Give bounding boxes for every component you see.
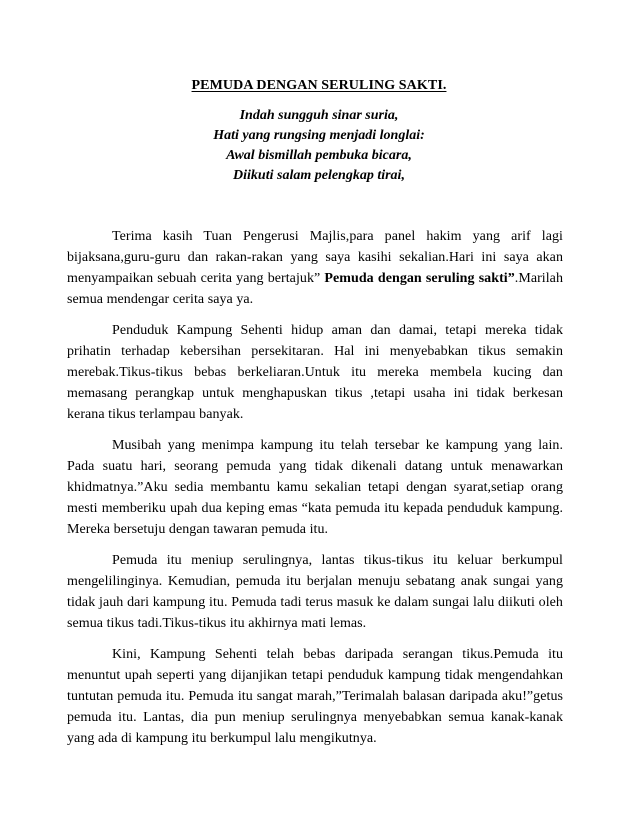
paragraph-village: Penduduk Kampung Sehenti hidup aman dan damai, tetapi mereka tidak prihatin terhadap kebersihan persekitaran. Hal ini menyebabkan tikus semakin merebak.Tikus-tikus bebas berkeliaran.Untuk itu mereka membela kucing dan memasang perangkap untuk menghapuskan tikus ,tetapi usaha ini tidak berkesan kerana tikus terlampau banyak. xyxy=(67,323,563,422)
paragraph-flute: Pemuda itu meniup serulingnya, lantas tikus-tikus itu keluar berkumpul mengelilinginya. Kemudian, pemuda itu berjalan menuju sebatang anak sungai yang tidak jauh dari kampung itu. Pemuda tadi terus masuk ke dalam sungai lalu diikuti oleh semua tikus tadi.Tikus-tikus itu akhirnya mati lemas. xyxy=(67,553,563,631)
story-body xyxy=(67,226,563,759)
poem-line-1: Indah sungguh sinar suria, xyxy=(239,108,399,123)
poem-line-3: Awal bismillah pembuka bicara, xyxy=(226,148,412,163)
paragraph-revenge: Kini, Kampung Sehenti telah bebas daripada serangan tikus.Pemuda itu menuntut upah seperti yang dijanjikan tetapi penduduk kampung tidak mengendahkan tuntutan pemuda itu. Pemuda itu sangat marah,”Terimalah balasan daripada aku!”getus pemuda itu. Lantas, dia pun meniup serulingnya menyebabkan semua kanak-kanak yang ada di kampung itu berkumpul lalu mengikutnya. xyxy=(67,647,563,746)
paragraph-greeting xyxy=(67,226,563,310)
document-title: PEMUDA DENGAN SERULING SAKTI. xyxy=(191,78,447,93)
paragraph-greeting-end: .Marilah semua mendengar cerita saya ya. xyxy=(67,271,563,307)
opening-poem xyxy=(0,106,638,186)
paragraph-stranger: Musibah yang menimpa kampung itu telah tersebar ke kampung yang lain. Pada suatu hari, seorang pemuda yang tidak dikenali datang untuk menawarkan khidmatnya.”Aku sedia membantu kamu sekalian tetapi dengan syarat,setiap orang mesti memberiku upah dua keping emas “kata pemuda itu kepada penduduk kampung. Mereka bersetuju dengan tawaran pemuda itu. xyxy=(67,438,563,537)
poem-line-4: Diikuti salam pelengkap tirai, xyxy=(233,168,405,183)
poem-line-2: Hati yang rungsing menjadi longlai: xyxy=(213,128,425,143)
paragraph-greeting-text: Terima kasih Tuan Pengerusi Majlis,para panel hakim yang arif lagi bijaksana,guru-guru dan rakan-rakan yang saya kasihi sekalian.Hari ini saya akan menyampaikan sebuah cerita yang bertajuk” xyxy=(67,229,563,286)
story-title-inline: Pemuda dengan seruling sakti” xyxy=(324,271,515,286)
